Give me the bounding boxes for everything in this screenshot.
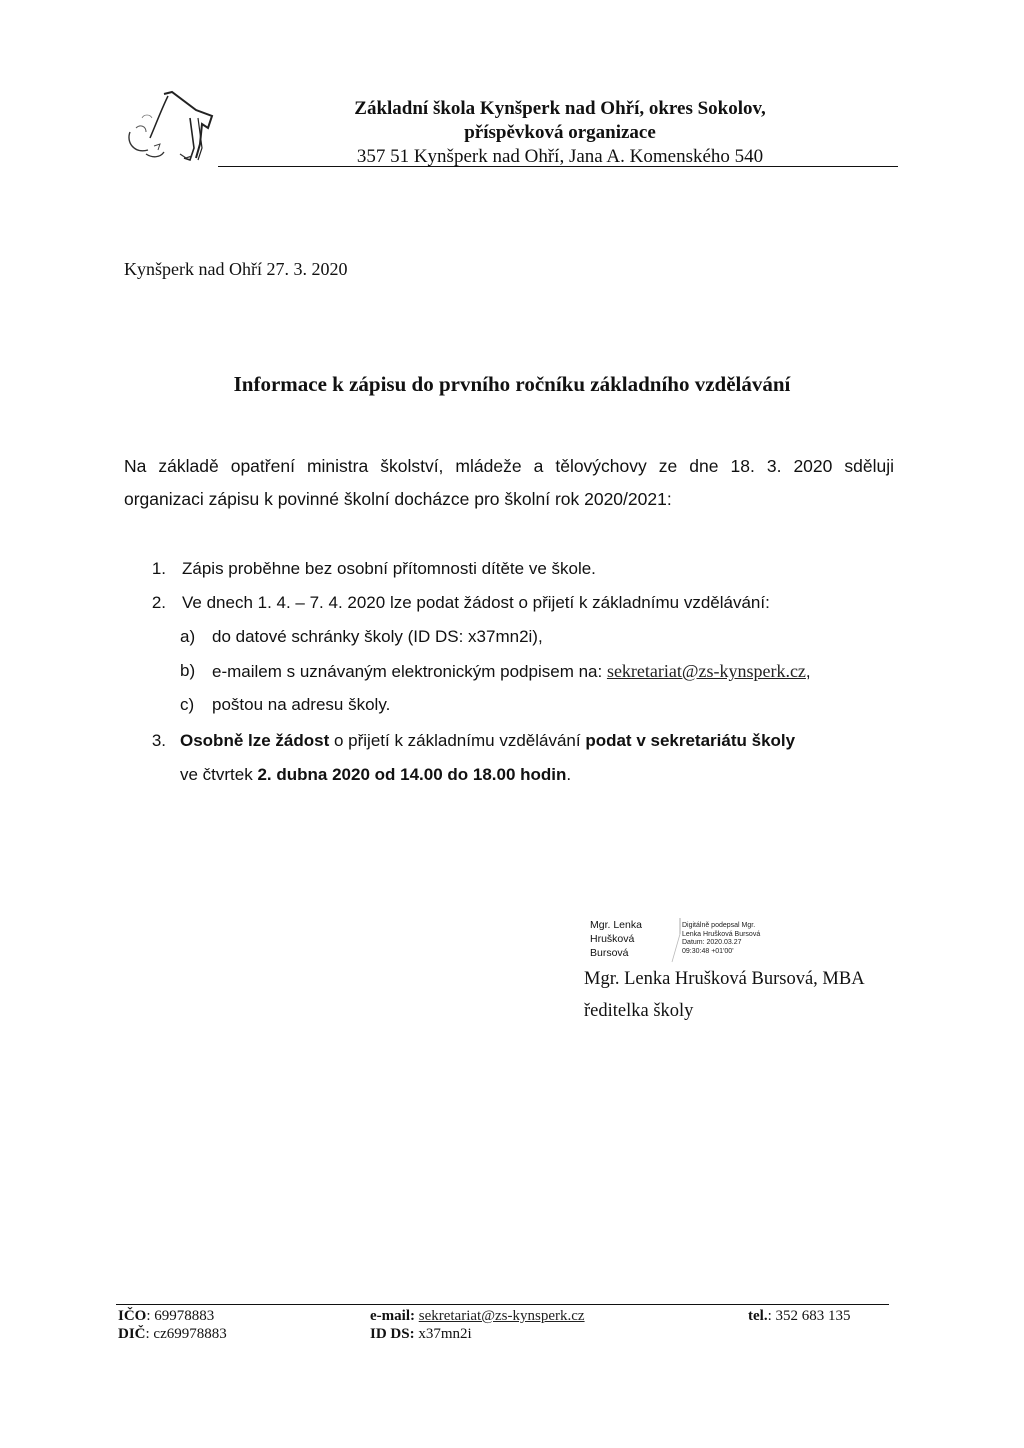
stamp-name-line: Bursová bbox=[590, 947, 629, 959]
footer-dic bbox=[118, 1325, 227, 1343]
digital-signature-info bbox=[682, 922, 760, 956]
plain-text: ve čtvrtek bbox=[180, 765, 258, 784]
school-type: příspěvková organizace bbox=[464, 122, 656, 143]
footer-email-link[interactable]: sekretariat@zs-kynsperk.cz bbox=[418, 1308, 585, 1324]
list-item-number: 2. bbox=[151, 593, 166, 612]
school-name: Základní škola Kynšperk nad Ohří, okres Sokolov, bbox=[354, 98, 766, 119]
bold-text: podat v sekretariátu školy bbox=[585, 731, 796, 750]
sublist-item-letter: a) bbox=[180, 627, 196, 646]
ico-value: : 69978883 bbox=[146, 1308, 215, 1324]
digital-signature-line: Digitálně podepsal Mgr. bbox=[682, 922, 756, 929]
footer-ico bbox=[118, 1307, 214, 1325]
intro-paragraph bbox=[124, 450, 894, 516]
dic-value: : cz69978883 bbox=[145, 1326, 227, 1342]
school-logo-icon bbox=[116, 88, 216, 168]
idds-label: ID DS: bbox=[370, 1326, 415, 1342]
list-item-text: Ve dnech 1. 4. – 7. 4. 2020 lze podat žádost o přijetí k základnímu vzdělávání: bbox=[182, 593, 770, 612]
digital-signature-line: 09:30:48 +01'00' bbox=[682, 947, 734, 955]
email-label: e-mail: bbox=[370, 1308, 415, 1324]
list-item-text-continued bbox=[180, 764, 571, 786]
idds-value: x37mn2i bbox=[418, 1326, 472, 1342]
stamp-name-line: Hrušková bbox=[590, 933, 635, 945]
footer-email bbox=[370, 1307, 585, 1325]
intro-line-1: Na základě opatření ministra školství, mládeže a tělovýchovy ze dne 18. 3. 2020 sděluji bbox=[124, 456, 894, 476]
signatory-role: ředitelka školy bbox=[584, 1001, 694, 1021]
signature-stamp-name bbox=[590, 918, 642, 960]
signatory-name: Mgr. Lenka Hrušková Bursová, MBA bbox=[584, 969, 865, 989]
sublist-item-text: poštou na adresu školy. bbox=[212, 695, 391, 714]
dic-label: DIČ bbox=[118, 1326, 146, 1342]
ico-label: IČO bbox=[118, 1308, 147, 1324]
punctuation: . bbox=[566, 765, 572, 784]
tel-value: : 352 683 135 bbox=[767, 1308, 851, 1324]
header-divider bbox=[218, 166, 898, 167]
school-address: 357 51 Kynšperk nad Ohří, Jana A. Komenského 540 bbox=[356, 146, 764, 167]
sublist-item-letter: b) bbox=[180, 661, 196, 680]
plain-text: o přijetí k základnímu vzdělávání bbox=[329, 731, 586, 750]
list-item-text bbox=[180, 730, 795, 752]
intro-line-2: organizaci zápisu k povinné školní docházce pro školní rok 2020/2021: bbox=[124, 489, 672, 509]
bold-text: Osobně lze žádost bbox=[180, 731, 330, 750]
digital-signature-line: Lenka Hrušková Bursová bbox=[682, 930, 761, 938]
sublist-item-letter: c) bbox=[180, 695, 195, 714]
digital-signature-line: Datum: 2020.03.27 bbox=[682, 939, 742, 946]
document-title: Informace k zápisu do prvního ročníku základního vzdělávání bbox=[233, 372, 791, 396]
tel-label: tel. bbox=[748, 1308, 768, 1324]
sublist-item-text: do datové schránky školy (ID DS: x37mn2i), bbox=[212, 627, 543, 646]
footer-idds bbox=[370, 1325, 472, 1343]
list-item-number: 3. bbox=[151, 731, 166, 750]
sublist-item-text-part: e-mailem s uznávaným elektronickým podpisem na: bbox=[212, 662, 607, 681]
sublist-item-text bbox=[212, 660, 811, 683]
footer-tel bbox=[748, 1307, 851, 1325]
stamp-name-line: Mgr. Lenka bbox=[590, 919, 642, 931]
list-item-text: Zápis proběhne bez osobní přítomnosti dítěte ve škole. bbox=[182, 559, 596, 578]
date-line: Kynšperk nad Ohří 27. 3. 2020 bbox=[124, 259, 348, 279]
email-link[interactable]: sekretariat@zs-kynsperk.cz bbox=[606, 661, 806, 681]
list-item-number: 1. bbox=[151, 559, 166, 578]
footer-divider bbox=[116, 1304, 889, 1305]
bold-text: 2. dubna 2020 od 14.00 do 18.00 hodin bbox=[257, 765, 567, 784]
punctuation: , bbox=[805, 662, 811, 681]
